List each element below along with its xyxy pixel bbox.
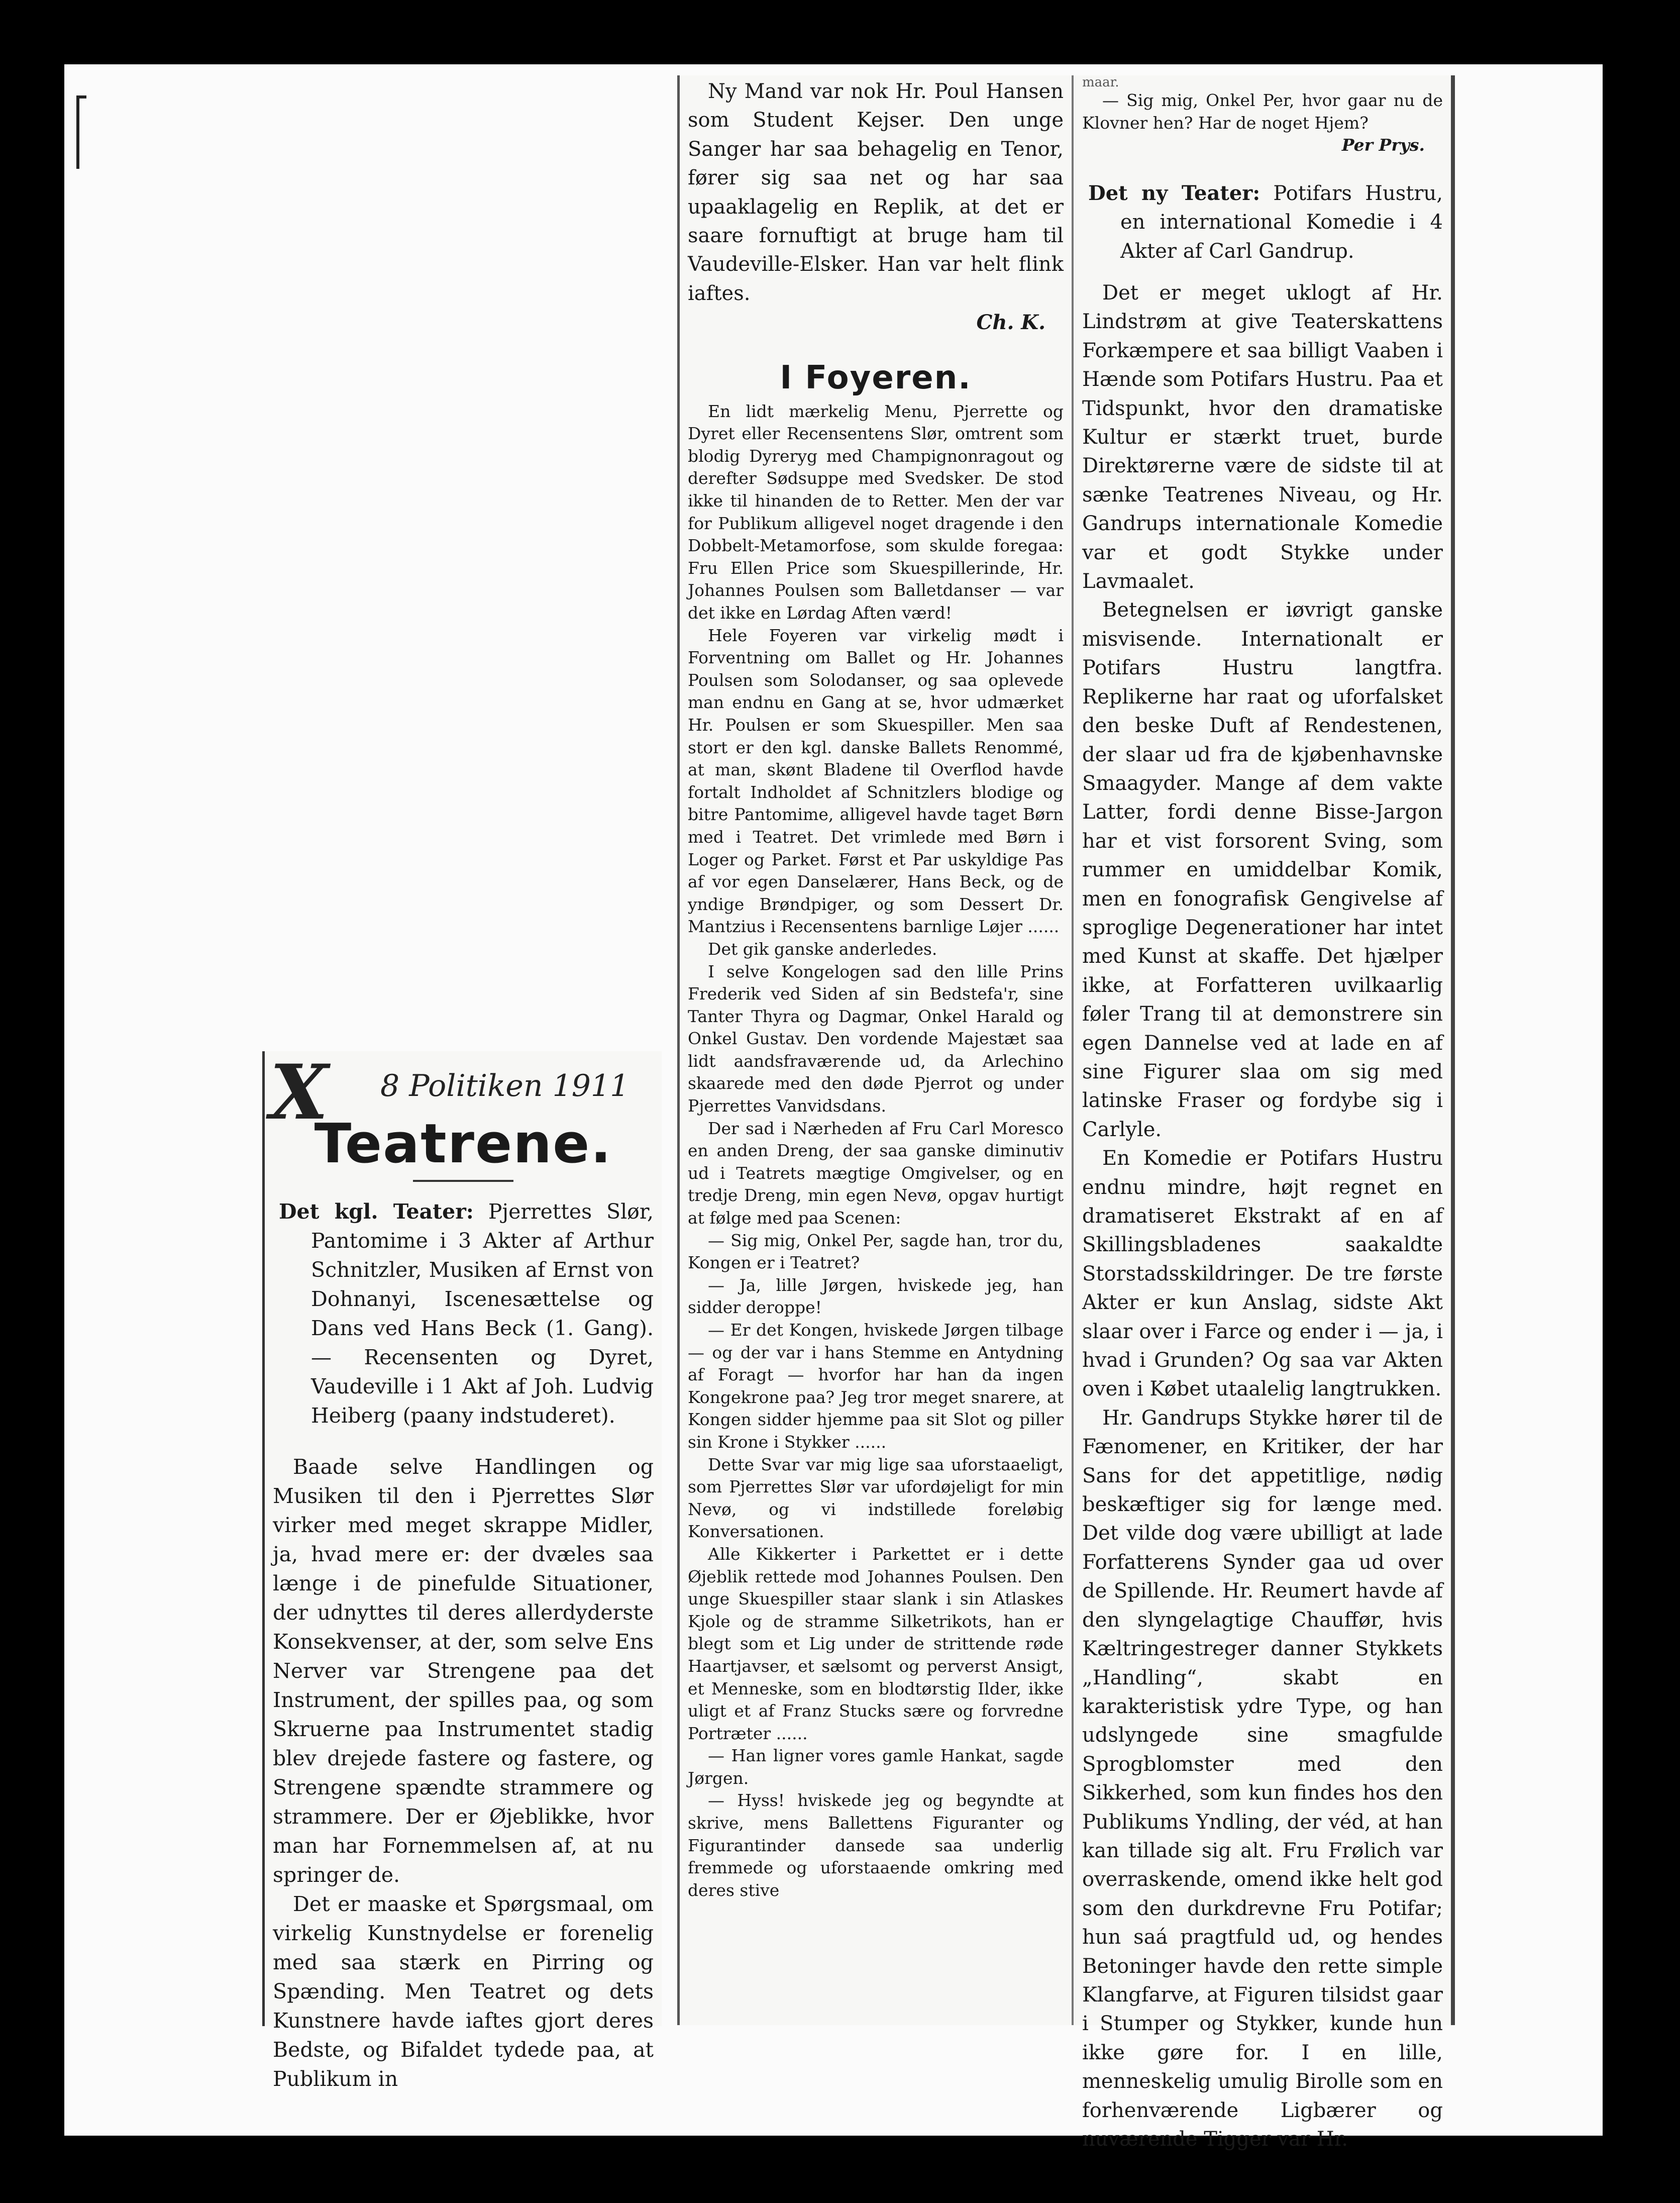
lead-det-ny-teater bbox=[1082, 179, 1443, 266]
paragraph: — Han ligner vores gamle Hankat, sagde Jørgen. bbox=[688, 1746, 1064, 1788]
headline-foyeren: I Foyeren. bbox=[780, 359, 972, 396]
clipping-det-ny-teater bbox=[1074, 75, 1455, 2151]
paragraph: I selve Kongelogen sad den lille Prins Frederik ved Siden af sin Bedstefa'r, sine Tanter Thyra og Dagmar, Onkel Harald og Onkel Gustav. Den vordende Majestæt saa lidt aandsfraværende ud, da Arlechino skaarede med den døde Pjerrot og under Pjerrettes Vanvidsdans. bbox=[688, 961, 1064, 1116]
paragraph: Det gik ganske anderledes. bbox=[708, 939, 937, 959]
paragraph: En lidt mærkelig Menu, Pjerrette og Dyret eller Recensentens Slør, omtrent som blodig Dyreryg med Champignonragout og derefter Sødsuppe med Svedsker. De stod ikke til hinanden de to Retter. Men der var for Publikum alligevel noget dragende i den Dobbelt-Metamorfose, som skulde foregaa: Fru Ellen Price som Skuespillerinde, Hr. Johannes Poulsen som Balletdanser — var det ikke en Lørdag Aften værd! bbox=[688, 401, 1064, 623]
paragraph: Betegnelsen er iøvrigt ganske misvisende. Internationalt er Potifars Hustru langtfra. Replikerne har raat og uforfalsket den beske Duft af Rendestenen, der slaar ud fra de kjøbenhavnske Smaagyder. Mange af dem vakte Latter, fordi denne Bisse-Jargon har et vist forsorent Sving, som rummer en umiddelbar Komik, men en fonografisk Gengivelse af sproglige Degenerationer har intet med Kunst at skaffe. Det hjælper ikke, at Forfatteren uvilkaarlig føler Trang til at demonstrere sin egen Dannelse ved at lade en af sine Figurer slaa om sig med latinske Fraser og fordybe sig i Carlyle. bbox=[1082, 598, 1443, 1141]
paragraph: Det er maaske et Spørgsmaal, om virkelig Kunstnydelse er forenelig med saa stærk en Pirring og Spænding. Men Teatret og dets Kunstnere havde iaftes gjort deres Bedste, og Bifaldet tydede paa, at Publikum in bbox=[273, 1892, 654, 2091]
signature: Ch. K. bbox=[976, 311, 1045, 335]
handwritten-mark: X bbox=[270, 1048, 329, 1137]
paragraph: Hele Foyeren var virkelig mødt i Forventning om Ballet og Hr. Johannes Poulsen som Solodanser, og saa oplevede man endnu en Gang at se, hvor udmærket Hr. Poulsen er som Skuespiller. Men saa stort er den kgl. danske Ballets Renommé, at man, skønt Bladene til Overflod havde fortalt Indholdet af Schnitzlers blodige og bitre Pantomime, alligevel havde taget Børn med i Teatret. Det vrimlede med Børn i Loger og Parket. Først et Par uskyldige Pas af vor egen Danselærer, Hans Beck, og de yndige Brøndpiger, og som Dessert Dr. Mantzius i Recensentens barnlige Løjer ...... bbox=[688, 625, 1064, 937]
headline-rule bbox=[413, 1180, 513, 1182]
paragraph: Hr. Gandrups Stykke hører til de Fænomener, en Kritiker, der har Sans for det appetitlige, nødig beskæftiger sig for længe med. Det vilde dog være ubilligt at lade Forfatterens Synder gaa ud over de Spillende. Hr. Reumert havde af den slyngelagtige Chauffør, hvis Kæltringestreger danner Stykkets „Handling“, skabt en karakteristisk ydre Type, og han udslyngede sine smagfulde Sprogblomster med den Sikkerhed, som kun findes hos den Publikums Yndling, der véd, at han kan tillade sig alt. Fru Frølich var overraskende, omend ikke helt god som den durkdrevne Fru Potifar; hun saá pragtfuld ud, og hendes Betoninger havde den rette simple Klangfarve, at Figuren tilsidst gaar i Stumper og Stykker, kunde hun ikke gøre for. I en lille, menneskelig umulig Birolle som en forhenværende Ligbærer og nuværende Tigger var Hr. bbox=[1082, 1406, 1443, 2151]
clipping-i-foyeren bbox=[677, 75, 1074, 2025]
paragraph: Baade selve Handlingen og Musiken til den i Pjerrettes Slør virker med meget skrappe Midler, ja, hvad mere er: der dvæles saa længe i de pinefulde Situationer, der udnyttes til deres allerdyderste Konsekvenser, at der, som selve Ens Nerver var Strengene paa det Instrument, der spilles paa, og som Skruerne paa Instrumentet stadig blev drejede fastere og fastere, og Strengene spændte strammere og strammere. Der er Øjeblikke, hvor man har Fornemmelsen af, at nu springer de. bbox=[273, 1455, 654, 1887]
paragraph-top: — Sig mig, Onkel Per, hvor gaar nu de Klovner hen? Har de noget Hjem? bbox=[1082, 90, 1443, 133]
lead-kgl-teater bbox=[273, 1197, 654, 1430]
lead-label: Det ny Teater: bbox=[1088, 181, 1261, 205]
paragraph: Der sad i Nærheden af Fru Carl Moresco en anden Dreng, der saa ganske diminutiv ud i Teatrets mægtige Omgivelser, og en tredje Dreng, min egen Nevø, opgav hurtigt at følge med paa Scenen: bbox=[688, 1118, 1064, 1228]
paragraph-top: Ny Mand var nok Hr. Poul Hansen som Student Kejser. Den unge Sanger har saa behagelig en Tenor, fører sig saa net og har saa upaaklagelig en Replik, at det er saare fornuftigt at bruge ham til Vaudeville-Elsker. Han var helt flink iaftes. bbox=[688, 80, 1064, 305]
lead-text: Pjerrettes Slør, Pantomime i 3 Akter af Arthur Schnitzler, Musiken af Ernst von Dohnanyi, Iscenesættelse og Dans ved Hans Beck (1. Gang). — Recensenten og Dyret, Vaudeville i 1 Akt af Joh. Ludvig Heiberg (paany indstuderet). bbox=[311, 1199, 654, 1428]
top-fragment: maar. bbox=[1082, 75, 1119, 90]
paragraph: Det er meget uklogt af Hr. Lindstrøm at give Teaterskattens Forkæmpere et saa billigt Vaaben i Hænde som Potifars Hustru. Paa et Tidspunkt, hvor den dramatiske Kultur er stærkt truet, burde Direktørerne være de sidste til at sænke Teatrenes Niveau, og Hr. Gandrups internationale Komedie var et godt Stykke under Lavmaalet. bbox=[1082, 281, 1443, 593]
paragraph: Dette Svar var mig lige saa uforstaaeligt, som Pjerrettes Slør var ufordøjeligt for min Nevø, og vi indstillede foreløbig Konversationen. bbox=[688, 1454, 1064, 1542]
paragraph: Alle Kikkerter i Parkettet er i dette Øjeblik rettede mod Johannes Poulsen. Den unge Skuespiller staar slank i sin Atlaskes Kjole og de stramme Silketrikots, han er blegt som et Lig under de strittende røde Haartjavser, et sælsomt og perverst Ansigt, et Menneske, som en blodtørstig Ilder, ikke uligt et af Franz Stucks sære og forvredne Portræter ...... bbox=[688, 1544, 1064, 1743]
paragraph: — Ja, lille Jørgen, hviskede jeg, han sidder deroppe! bbox=[688, 1275, 1064, 1318]
paragraph: En Komedie er Potifars Hustru endnu mindre, højt regnet en dramatiseret Ekstrakt af en af Skillingsbladenes saakaldte Storstadsskildringer. De tre første Akter er kun Anslag, sidste Akt slaar over i Farce og ender i — ja, i hvad i Grunden? Og saa var Akten oven i Købet utaalelig langtrukken. bbox=[1082, 1147, 1443, 1401]
lead-text: Potifars Hustru, en international Komedie i 4 Akter af Carl Gandrup. bbox=[1120, 181, 1443, 263]
headline-teatrene: Teatrene. bbox=[314, 1113, 612, 1175]
paragraph: — Er det Kongen, hviskede Jørgen tilbage — og der var i hans Stemme en Antydning af Foragt — hvorfor har han da ingen Kongekrone paa? Jeg tror meget snarere, at Kongen sidder hjemme paa sit Slot og piller sin Krone i Stykker ...... bbox=[688, 1320, 1064, 1452]
paragraph: — Sig mig, Onkel Per, sagde han, tror du, Kongen er i Teatret? bbox=[688, 1230, 1064, 1273]
handwritten-note: 8 Politiken 1911 bbox=[380, 1068, 629, 1104]
clipping-teatrene bbox=[262, 1048, 662, 2091]
lead-label: Det kgl. Teater: bbox=[279, 1199, 474, 1224]
corner-crop-mark bbox=[76, 95, 86, 169]
signature: Per Prys. bbox=[1341, 135, 1425, 155]
paragraph: — Hyss! hviskede jeg og begyndte at skrive, mens Ballettens Figuranter og Figurantinder dansede saa underlig fremmede og uforstaaende omkring med deres stive bbox=[688, 1790, 1064, 1900]
